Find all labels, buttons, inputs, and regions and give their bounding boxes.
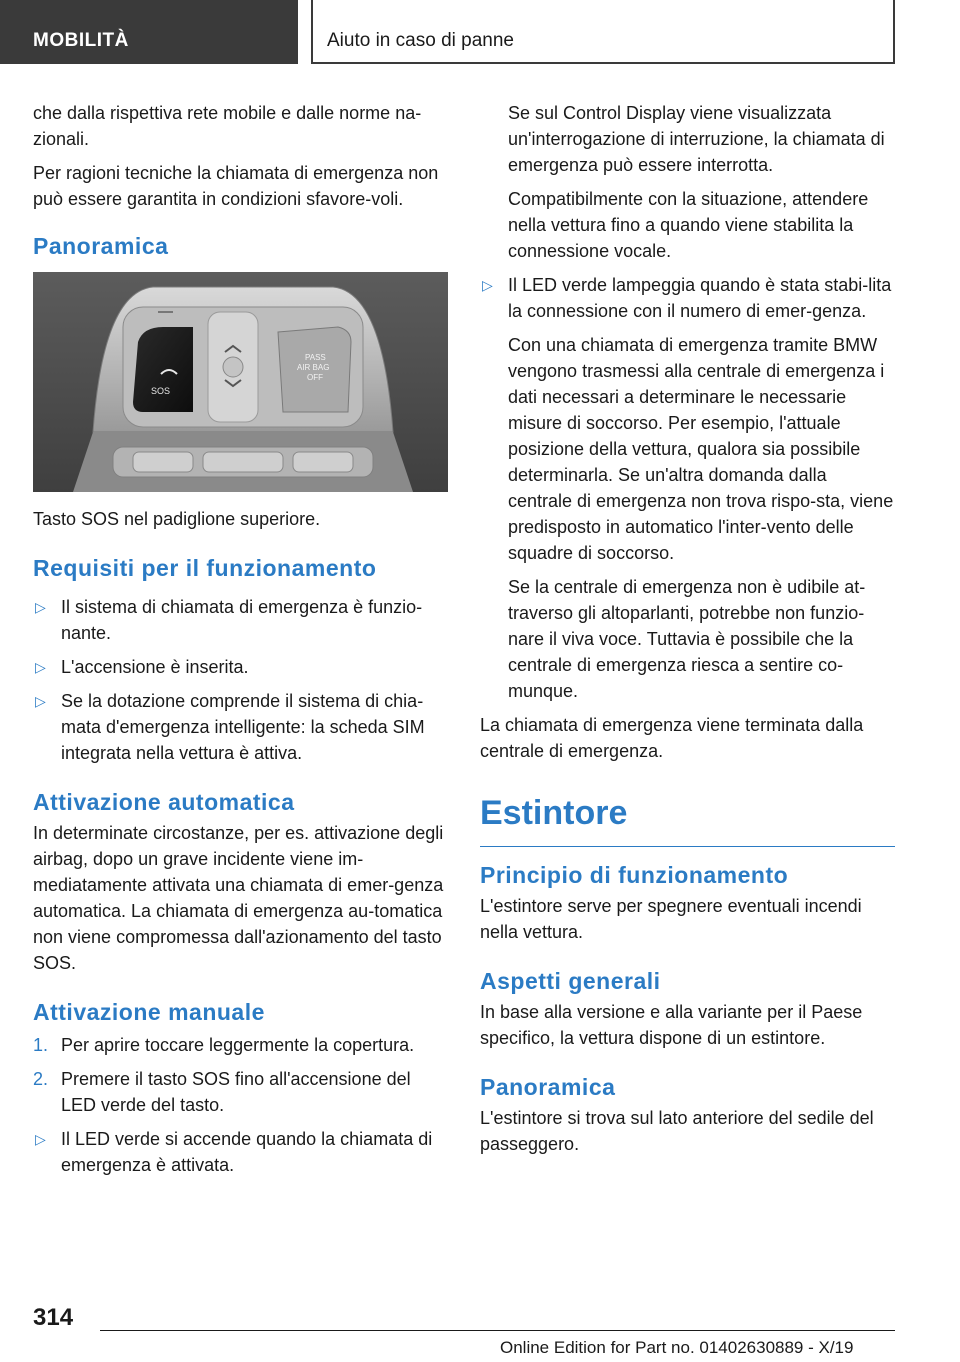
footer-divider <box>100 1330 895 1331</box>
step-number: 1. <box>33 1035 49 1055</box>
step-number: 2. <box>33 1069 49 1089</box>
paragraph: L'estintore serve per spegnere eventuali incendi nella vettura. <box>480 896 862 942</box>
step-item <box>33 1066 448 1118</box>
sub-paragraph: Compatibilmente con la situazione, attendere nella vettura fino a quando viene stabilita la connessione vocale. <box>508 189 869 261</box>
figure-caption: Tasto SOS nel padiglione superiore. <box>33 509 321 529</box>
triangle-bullet-icon: ▷ <box>35 693 46 709</box>
triangle-bullet-icon: ▷ <box>35 1131 46 1147</box>
pass-text-1: PASS <box>305 353 326 362</box>
triangle-bullet-icon: ▷ <box>35 659 46 675</box>
heading-requisiti: Requisiti per il funzionamento <box>33 555 377 581</box>
paragraph: La chiamata di emergenza viene terminata dalla centrale di emergenza. <box>480 715 864 761</box>
triangle-bullet-icon: ▷ <box>482 277 493 293</box>
list-item <box>33 1126 448 1178</box>
paragraph: che dalla rispettiva rete mobile e dalle norme na-zionali. <box>33 103 422 149</box>
list-item <box>33 688 448 766</box>
sub-paragraph: Se sul Control Display viene visualizzata un'interrogazione di interruzione, la chiamata di emergenza può essere interrotta. <box>508 103 885 175</box>
list-item <box>480 272 895 324</box>
list-item <box>33 654 448 680</box>
section-tab <box>0 0 298 64</box>
sos-button-figure <box>33 272 448 492</box>
sub-paragraph: Con una chiamata di emergenza tramite BMW vengono trasmessi alla centrale di emergenza i dati necessari a determinare le necessarie misure di soccorso. Per esempio, l'attuale posizione della vettura, qualora sia possibile determinarla. Se un'altra domanda dalla centrale di emergenza non trova rispo-sta, viene predisposto in automatico l'inter-vento delle squadre di soccorso. <box>508 335 894 563</box>
heading-aspetti: Aspetti generali <box>480 968 661 994</box>
sos-text: SOS <box>151 386 171 396</box>
paragraph: Per ragioni tecniche la chiamata di emergenza non può essere garantita in condizioni sfavore-voli. <box>33 163 439 209</box>
chapter-title: Aiuto in caso di panne <box>327 30 514 51</box>
list-item-text: Il LED verde si accende quando la chiamata di emergenza è attivata. <box>61 1129 433 1175</box>
list-item-text: L'accensione è inserita. <box>61 657 249 677</box>
edition-text: Online Edition for Part no. 01402630889 - X/19 <box>500 1338 854 1357</box>
step-text: Per aprire toccare leggermente la copertura. <box>61 1035 415 1055</box>
sub-paragraph: Se la centrale di emergenza non è udibile at-traverso gli altoparlanti, potrebbe non funzio-nare il viva voce. Tuttavia è possibile che la centrale di emergenza riesca a sentire co-munque. <box>508 577 866 701</box>
right-column <box>480 100 895 1165</box>
page-number: 314 <box>33 1304 74 1331</box>
heading-manuale: Attivazione manuale <box>33 999 265 1025</box>
sos-button-shape <box>133 327 193 412</box>
pass-text-2: AIR BAG <box>297 363 330 372</box>
heading-estintore: Estintore <box>480 792 895 847</box>
list-item <box>33 594 448 646</box>
heading-principio: Principio di funzionamento <box>480 862 789 888</box>
heading-panoramica-2: Panoramica <box>480 1074 616 1100</box>
left-column <box>33 100 448 1186</box>
list-item-text: Se la dotazione comprende il sistema di chia-mata d'emergenza intelligente: la scheda SIM integrata nella vettura è attiva. <box>61 691 425 763</box>
triangle-bullet-icon: ▷ <box>35 599 46 615</box>
list-item-text: Il sistema di chiamata di emergenza è funzio-nante. <box>61 597 423 643</box>
section-label: MOBILITÀ <box>33 30 129 51</box>
heading-panoramica: Panoramica <box>33 233 169 259</box>
step-text: Premere il tasto SOS fino all'accensione del LED verde del tasto. <box>61 1069 411 1115</box>
list-item-text: Il LED verde lampeggia quando è stata stabi-lita la connessione con il numero di emer-genza. <box>508 275 892 321</box>
chapter-header <box>311 0 895 64</box>
pass-text-3: OFF <box>307 373 323 382</box>
heading-automatica: Attivazione automatica <box>33 789 295 815</box>
paragraph: L'estintore si trova sul lato anteriore del sedile del passeggero. <box>480 1108 874 1154</box>
paragraph: In determinate circostanze, per es. attivazione degli airbag, dopo un grave incidente viene im-mediatamente attivata una chiamata di emer-genza automatica. La chiamata di emergenza au-tomatica non viene compromessa dall'azionamento del tasto SOS. <box>33 823 444 973</box>
overhead-console-illustration <box>33 272 448 492</box>
step-item <box>33 1032 448 1058</box>
paragraph: In base alla versione e alla variante per il Paese specifico, la vettura dispone di un estintore. <box>480 1002 863 1048</box>
